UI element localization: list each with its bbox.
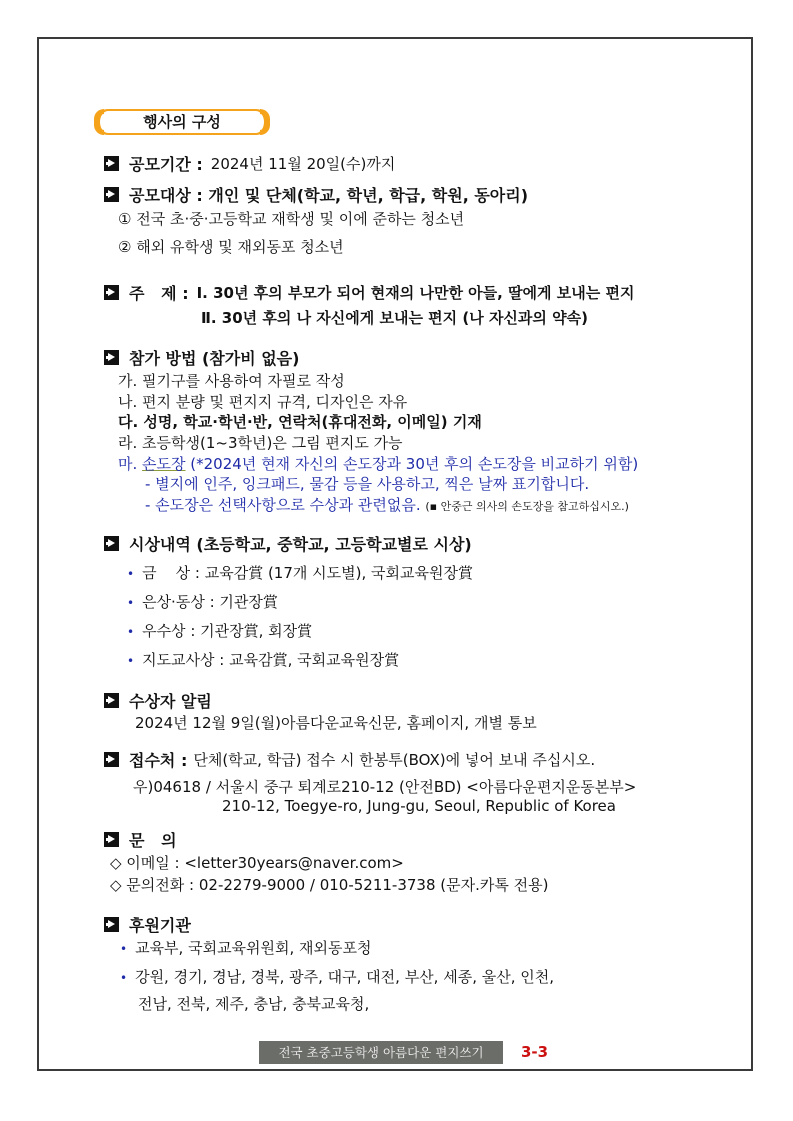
arrow-box-icon	[104, 285, 119, 300]
award-item-4: • 지도교사상 : 교육감賞, 국회교육원장賞	[127, 651, 400, 669]
awards-label: 시상내역 (초등학교, 중학교, 고등학교별로 시상)	[129, 535, 472, 554]
section-method	[104, 346, 299, 369]
method-item-4: 라. 초등학생(1~3학년)은 그림 편지도 가능	[118, 434, 403, 452]
stamp-sub-1: - 별지에 인주, 잉크패드, 물감 등을 사용하고, 찍은 날짜 표기합니다.	[145, 475, 590, 493]
footer-title: 전국 초중고등학생 아름다운 편지쓰기	[259, 1041, 503, 1064]
method-item-3: 다. 성명, 학교·학년·반, 연락처(휴대전화, 이메일) 기재	[118, 413, 482, 431]
arrow-box-icon	[104, 832, 119, 847]
bullet-icon: •	[120, 942, 128, 956]
arrow-box-icon	[104, 536, 119, 551]
bullet-icon: •	[127, 567, 135, 581]
bullet-icon: •	[127, 654, 135, 668]
period-label: 공모기간 :	[129, 155, 203, 174]
stamp-note: (▪ 안중근 의사의 손도장을 참고하십시오.)	[425, 500, 629, 513]
notice-value: 2024년 12월 9일(월)아름다운교육신문, 홈페이지, 개별 통보	[135, 714, 537, 732]
sponsors-label: 후원기관	[129, 916, 191, 935]
target-label: 공모대상 : 개인 및 단체(학교, 학년, 학급, 학원, 동아리)	[129, 186, 529, 205]
section-period	[104, 152, 395, 175]
section-sponsors	[104, 913, 191, 936]
arrow-box-icon	[104, 917, 119, 932]
section-inquiry	[104, 828, 177, 851]
sponsors-line-3: 전남, 전북, 제주, 충남, 충북교육청,	[138, 995, 370, 1013]
award-item-1: • 금 상 : 교육감賞 (17개 시도별), 국회교육원장賞	[127, 564, 473, 582]
section-header-pill: 행사의 구성	[95, 109, 269, 135]
method-item-2: 나. 편지 분량 및 편지지 규격, 디자인은 자유	[118, 393, 408, 411]
method-item-1: 가. 필기구를 사용하여 자필로 작성	[118, 372, 345, 390]
page-number: 3-3	[521, 1043, 549, 1061]
stamp-prefix: 마.	[118, 455, 143, 473]
submit-value: 단체(학교, 학급) 접수 시 한봉투(BOX)에 넣어 보내 주십시오.	[193, 751, 596, 769]
inquiry-phone: ◇ 문의전화 : 02-2279-9000 / 010-5211-3738 (문자.카톡 전용)	[110, 876, 549, 894]
address-korean: 우)04618 / 서울시 중구 퇴계로210-12 (안전BD) <아름다운편지운동본부>	[133, 778, 637, 796]
arrow-box-icon	[104, 156, 119, 171]
method-label: 참가 방법 (참가비 없음)	[129, 349, 300, 368]
arrow-box-icon	[104, 693, 119, 708]
address-english: 210-12, Toegye-ro, Jung-gu, Seoul, Republic of Korea	[222, 797, 616, 815]
inquiry-email[interactable]: ◇ 이메일 : <letter30years@naver.com>	[110, 854, 404, 872]
target-item-2: ② 해외 유학생 및 재외동포 청소년	[118, 238, 344, 256]
theme-item-2: Ⅱ. 30년 후의 나 자신에게 보내는 편지 (나 자신과의 약속)	[201, 309, 588, 327]
stamp-sub-2: - 손도장은 선택사항으로 수상과 관련없음.	[145, 496, 421, 514]
arrow-box-icon	[104, 350, 119, 365]
section-theme	[104, 281, 634, 304]
target-item-1: ① 전국 초·중·고등학교 재학생 및 이에 준하는 청소년	[118, 210, 465, 228]
stamp-sub-2-line	[145, 494, 629, 515]
method-stamp-line	[118, 453, 638, 474]
arrow-box-icon	[104, 187, 119, 202]
award-item-2: • 은상·동상 : 기관장賞	[127, 593, 278, 611]
period-value: 2024년 11월 20일(수)까지	[210, 155, 396, 173]
section-notice	[104, 689, 212, 712]
inquiry-label: 문 의	[129, 831, 177, 850]
bullet-icon: •	[120, 971, 128, 985]
bullet-icon: •	[127, 625, 135, 639]
section-target	[104, 183, 528, 206]
stamp-word: 손도장	[142, 455, 186, 473]
section-awards	[104, 532, 472, 555]
section-submit	[104, 748, 595, 771]
theme-label: 주 제 :	[129, 284, 189, 303]
sponsors-line-2: • 강원, 경기, 경남, 경북, 광주, 대구, 대전, 부산, 세종, 울산, 인천,	[120, 968, 554, 986]
sponsors-line-1: • 교육부, 국회교육위원회, 재외동포청	[120, 939, 372, 957]
theme-item-1: Ⅰ. 30년 후의 부모가 되어 현재의 나만한 아들, 딸에게 보내는 편지	[196, 284, 635, 302]
award-item-3: • 우수상 : 기관장賞, 회장賞	[127, 622, 313, 640]
submit-label: 접수처 :	[129, 751, 188, 770]
stamp-rest: (*2024년 현재 자신의 손도장과 30년 후의 손도장을 비교하기 위함)	[185, 455, 639, 473]
bullet-icon: •	[127, 596, 135, 610]
arrow-box-icon	[104, 752, 119, 767]
notice-label: 수상자 알림	[129, 692, 212, 711]
